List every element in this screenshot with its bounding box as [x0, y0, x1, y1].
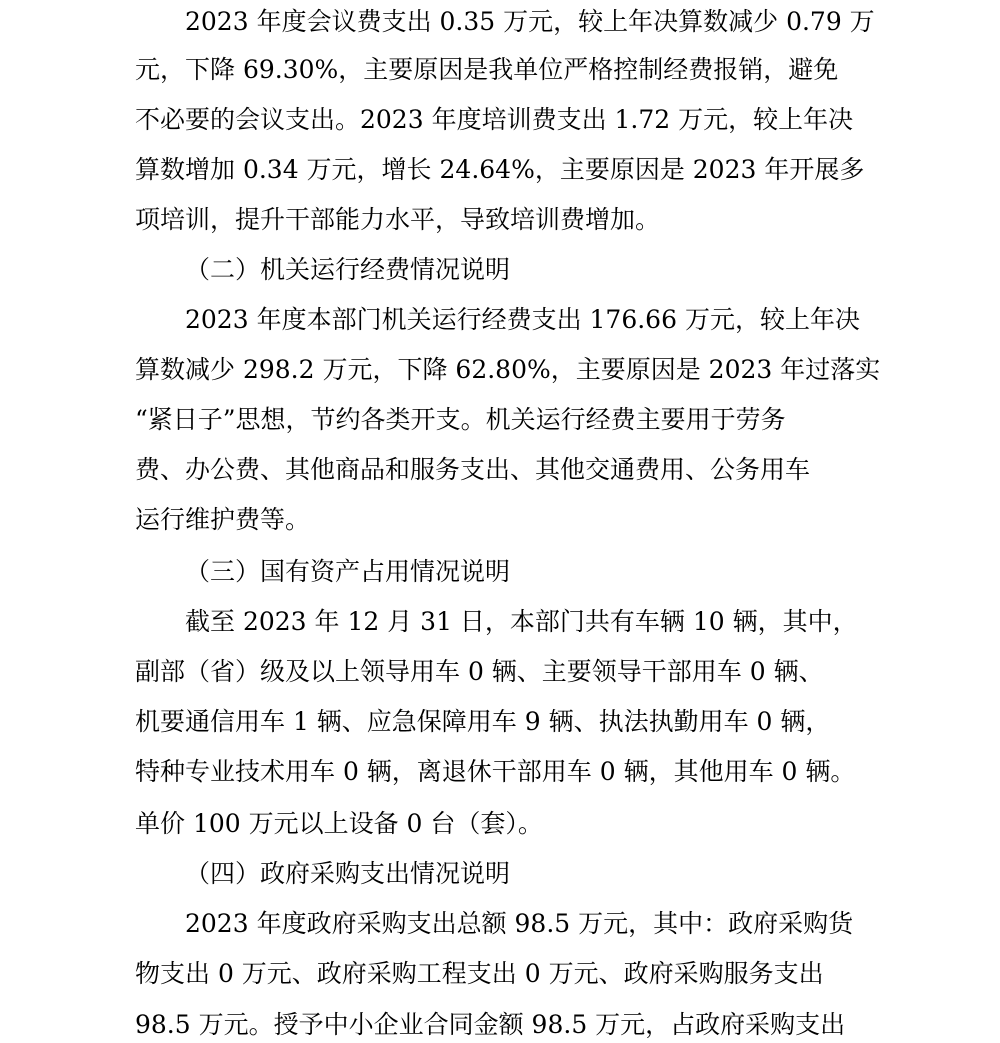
text-line: 截至 2023 年 12 月 31 日，本部门共有车辆 10 辆，其中， — [185, 607, 858, 636]
text-line: 2023 年度本部门机关运行经费支出 176.66 万元，较上年决 — [185, 305, 860, 334]
text-line: “紧日子”思想，节约各类开支。机关运行经费主要用于劳务 — [135, 405, 786, 434]
text-line: 单价 100 万元以上设备 0 台（套）。 — [135, 809, 543, 838]
text-line: 运行维护费等。 — [135, 505, 311, 534]
section-heading-2: （二）机关运行经费情况说明 — [185, 255, 511, 284]
text-line: 副部（省）级及以上领导用车 0 辆、主要领导干部用车 0 辆、 — [135, 657, 824, 686]
text-line: 机要通信用车 1 辆、应急保障用车 9 辆、执法执勤用车 0 辆， — [135, 707, 831, 736]
text-line: 2023 年度会议费支出 0.35 万元，较上年决算数减少 0.79 万 — [185, 7, 875, 36]
text-line: 费、办公费、其他商品和服务支出、其他交通费用、公务用车 — [135, 455, 811, 484]
text-line: 98.5 万元。授予中小企业合同金额 98.5 万元，占政府采购支出 — [135, 1010, 846, 1039]
text-line: 算数减少 298.2 万元，下降 62.80%，主要原因是 2023 年过落实 — [135, 355, 881, 384]
text-line: 不必要的会议支出。2023 年度培训费支出 1.72 万元，较上年决 — [135, 105, 854, 134]
text-line: 特种专业技术用车 0 辆，离退休干部用车 0 辆，其他用车 0 辆。 — [135, 757, 856, 786]
text-line: 元，下降 69.30%，主要原因是我单位严格控制经费报销，避免 — [135, 55, 839, 84]
text-line: 2023 年度政府采购支出总额 98.5 万元，其中：政府采购货 — [185, 909, 854, 938]
text-line: 项培训，提升干部能力水平，导致培训费增加。 — [135, 205, 661, 234]
text-line: 算数增加 0.34 万元，增长 24.64%，主要原因是 2023 年开展多 — [135, 155, 865, 184]
section-heading-3: （三）国有资产占用情况说明 — [185, 557, 511, 586]
text-line: 物支出 0 万元、政府采购工程支出 0 万元、政府采购服务支出 — [135, 959, 824, 988]
section-heading-4: （四）政府采购支出情况说明 — [185, 859, 511, 888]
